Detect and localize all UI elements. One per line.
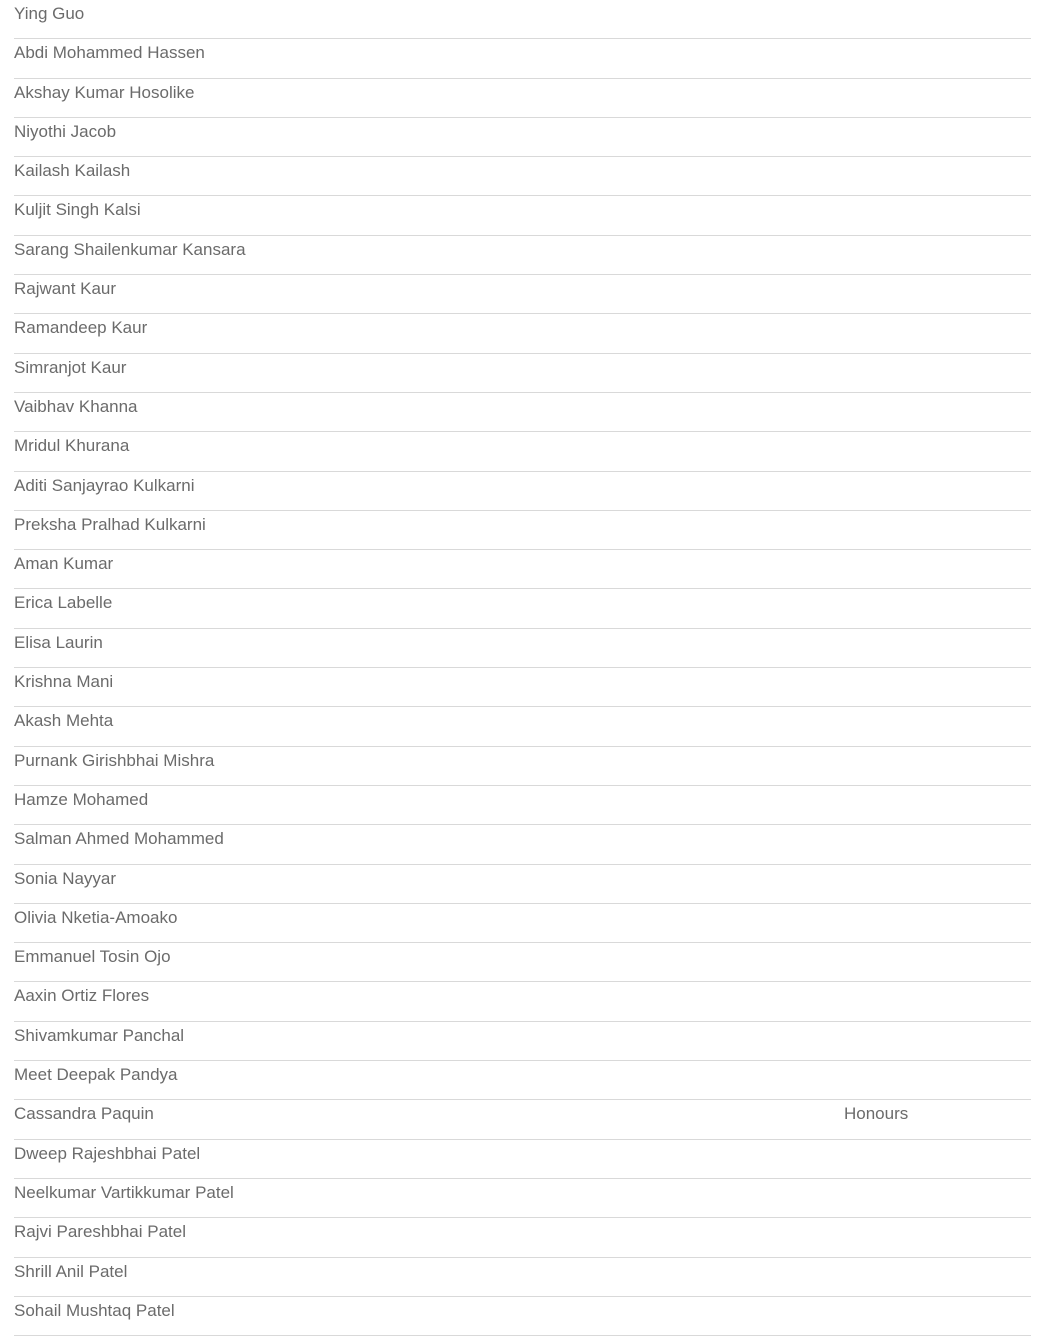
list-item bbox=[14, 629, 1031, 668]
graduate-name: Ramandeep Kaur bbox=[14, 318, 148, 338]
list-item bbox=[14, 1218, 1031, 1257]
graduate-name: Aditi Sanjayrao Kulkarni bbox=[14, 475, 195, 495]
list-item bbox=[14, 393, 1031, 432]
list-item bbox=[14, 1140, 1031, 1179]
graduate-name: Sonia Nayyar bbox=[14, 868, 117, 888]
graduate-name: Sarang Shailenkumar Kansara bbox=[14, 239, 246, 259]
graduate-name: Hamze Mohamed bbox=[14, 789, 149, 809]
graduate-name: Rajwant Kaur bbox=[14, 279, 117, 299]
list-item bbox=[14, 354, 1031, 393]
list-item bbox=[14, 865, 1031, 904]
list-item bbox=[14, 982, 1031, 1021]
graduate-name: Krishna Mani bbox=[14, 672, 114, 692]
list-item bbox=[14, 707, 1031, 746]
graduate-name: Preksha Pralhad Kulkarni bbox=[14, 514, 206, 534]
list-item bbox=[14, 1179, 1031, 1218]
list-item bbox=[14, 39, 1031, 78]
list-item bbox=[14, 550, 1031, 589]
list-item bbox=[14, 196, 1031, 235]
list-item bbox=[14, 511, 1031, 550]
graduate-name: Niyothi Jacob bbox=[14, 121, 117, 141]
graduate-name: Akshay Kumar Hosolike bbox=[14, 82, 195, 102]
graduate-name: Shivamkumar Panchal bbox=[14, 1025, 185, 1045]
list-item bbox=[14, 904, 1031, 943]
graduate-name: Ying Guo bbox=[14, 4, 85, 23]
graduate-name: Erica Labelle bbox=[14, 593, 113, 613]
list-item bbox=[14, 747, 1031, 786]
list-item bbox=[14, 79, 1031, 118]
graduate-name: Cassandra Paquin bbox=[14, 1104, 154, 1124]
list-item bbox=[14, 275, 1031, 314]
list-item bbox=[14, 589, 1031, 628]
graduate-list bbox=[14, 0, 1031, 1336]
graduate-name: Dweep Rajeshbhai Patel bbox=[14, 1143, 201, 1163]
graduate-name: Olivia Nketia-Amoako bbox=[14, 907, 178, 927]
graduate-name: Kuljit Singh Kalsi bbox=[14, 200, 141, 220]
list-item bbox=[14, 0, 1031, 39]
graduate-name: Elisa Laurin bbox=[14, 632, 103, 652]
graduate-name: Emmanuel Tosin Ojo bbox=[14, 947, 171, 967]
graduate-name: Sohail Mushtaq Patel bbox=[14, 1300, 175, 1320]
graduate-name: Shrill Anil Patel bbox=[14, 1261, 128, 1281]
list-item bbox=[14, 1297, 1031, 1336]
list-item bbox=[14, 472, 1031, 511]
graduate-name: Salman Ahmed Mohammed bbox=[14, 829, 224, 849]
graduate-name: Aaxin Ortiz Flores bbox=[14, 986, 150, 1006]
list-item bbox=[14, 432, 1031, 471]
list-item bbox=[14, 157, 1031, 196]
list-item bbox=[14, 1258, 1031, 1297]
list-item bbox=[14, 118, 1031, 157]
list-item bbox=[14, 236, 1031, 275]
list-item bbox=[14, 786, 1031, 825]
graduate-name: Meet Deepak Pandya bbox=[14, 1065, 178, 1085]
graduate-name: Mridul Khurana bbox=[14, 436, 130, 456]
list-item bbox=[14, 314, 1031, 353]
list-item bbox=[14, 1022, 1031, 1061]
graduate-distinction: Honours bbox=[844, 1104, 909, 1124]
graduate-name: Simranjot Kaur bbox=[14, 357, 127, 377]
list-item bbox=[14, 668, 1031, 707]
graduate-name: Aman Kumar bbox=[14, 554, 114, 574]
list-item bbox=[14, 1100, 1031, 1139]
graduate-name: Neelkumar Vartikkumar Patel bbox=[14, 1182, 234, 1202]
graduate-name: Kailash Kailash bbox=[14, 161, 131, 181]
list-item bbox=[14, 943, 1031, 982]
graduate-name: Akash Mehta bbox=[14, 711, 114, 731]
list-item bbox=[14, 825, 1031, 864]
graduate-name: Purnank Girishbhai Mishra bbox=[14, 750, 215, 770]
graduate-name: Vaibhav Khanna bbox=[14, 396, 138, 416]
list-item bbox=[14, 1061, 1031, 1100]
graduate-name: Abdi Mohammed Hassen bbox=[14, 43, 205, 63]
graduate-name: Rajvi Pareshbhai Patel bbox=[14, 1222, 186, 1242]
